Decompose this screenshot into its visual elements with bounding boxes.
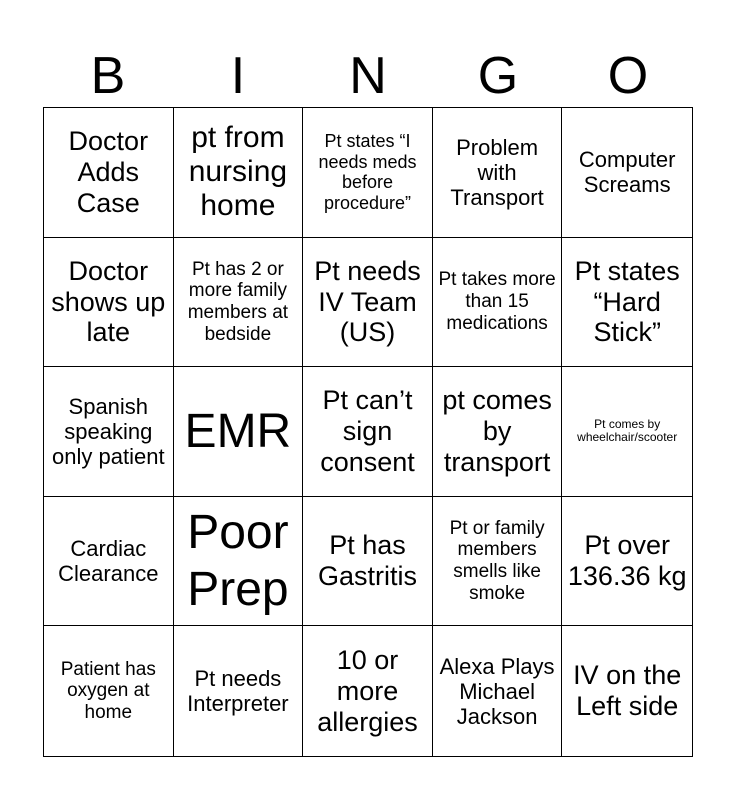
cell-text: Pt has 2 or more family members at bedside: [187, 258, 289, 345]
cell-text: 10 or more allergies: [317, 645, 418, 737]
header-letter-b: B: [90, 47, 126, 105]
header-letter-g: G: [477, 47, 519, 105]
bingo-cell-1-4[interactable]: [433, 108, 563, 238]
bingo-cell-1-1[interactable]: [44, 108, 174, 238]
cell-text: Patient has oxygen at home: [60, 658, 156, 724]
bingo-cell-3-1[interactable]: [44, 367, 174, 497]
bingo-cell-5-2[interactable]: [174, 626, 304, 756]
cell-text: pt from nursing home: [188, 121, 288, 223]
cell-text: Doctor Adds Case: [68, 126, 149, 218]
bingo-cell-1-5[interactable]: [562, 108, 692, 238]
bingo-cell-3-4[interactable]: [433, 367, 563, 497]
cell-text: Computer Screams: [578, 147, 676, 198]
cell-text: Pt takes more than 15 medications: [438, 269, 556, 334]
bingo-cell-1-3[interactable]: [303, 108, 433, 238]
cell-text: Spanish speaking only patient: [52, 393, 165, 470]
bingo-cell-2-4[interactable]: [433, 238, 563, 368]
cell-text: Pt needs Interpreter: [187, 666, 289, 717]
bingo-cell-4-1[interactable]: [44, 497, 174, 627]
bingo-cell-2-5[interactable]: [562, 238, 692, 368]
bingo-cell-5-1[interactable]: [44, 626, 174, 756]
cell-text: Problem with Transport: [450, 134, 544, 210]
bingo-cell-1-2[interactable]: [174, 108, 304, 238]
bingo-cell-2-2[interactable]: [174, 238, 304, 368]
bingo-cell-4-5[interactable]: [562, 497, 692, 627]
cell-text: Pt states “I needs meds before procedure”: [318, 131, 417, 213]
cell-text: IV on the Left side: [573, 660, 682, 722]
bingo-header: [43, 44, 693, 108]
bingo-cell-4-2[interactable]: [174, 497, 304, 627]
cell-text: Pt needs IV Team (US): [314, 255, 421, 348]
cell-text: Pt or family members smells like smoke: [449, 517, 545, 604]
cell-text: Pt can’t sign consent: [320, 385, 415, 477]
bingo-cell-3-3[interactable]: [303, 367, 433, 497]
cell-text: Cardiac Clearance: [58, 536, 159, 587]
cell-text: Pt has Gastritis: [317, 530, 417, 592]
bingo-cell-3-2[interactable]: [174, 367, 304, 497]
header-letter-i: I: [230, 47, 246, 105]
header-letter-n: N: [349, 47, 387, 105]
bingo-cell-2-3[interactable]: [303, 238, 433, 368]
bingo-cell-5-3[interactable]: [303, 626, 433, 756]
cell-text: pt comes by transport: [442, 385, 552, 477]
cell-text: EMR: [184, 404, 292, 458]
bingo-cell-3-5[interactable]: [562, 367, 692, 497]
bingo-cell-4-4[interactable]: [433, 497, 563, 627]
cell-text: Doctor shows up late: [51, 255, 166, 348]
bingo-cell-5-5[interactable]: [562, 626, 692, 756]
bingo-card-grid: [43, 107, 693, 757]
cell-text: Pt over 136.36 kg: [567, 530, 687, 592]
bingo-cell-5-4[interactable]: [433, 626, 563, 756]
cell-text: Pt states “Hard Stick”: [574, 255, 680, 348]
header-letter-o: O: [607, 47, 649, 105]
cell-text: Alexa Plays Michael Jackson: [439, 653, 555, 729]
bingo-cell-4-3[interactable]: [303, 497, 433, 627]
cell-text: Pt comes by wheelchair/scooter: [577, 416, 678, 445]
bingo-cell-2-1[interactable]: [44, 238, 174, 368]
cell-text: Poor Prep: [187, 505, 289, 617]
